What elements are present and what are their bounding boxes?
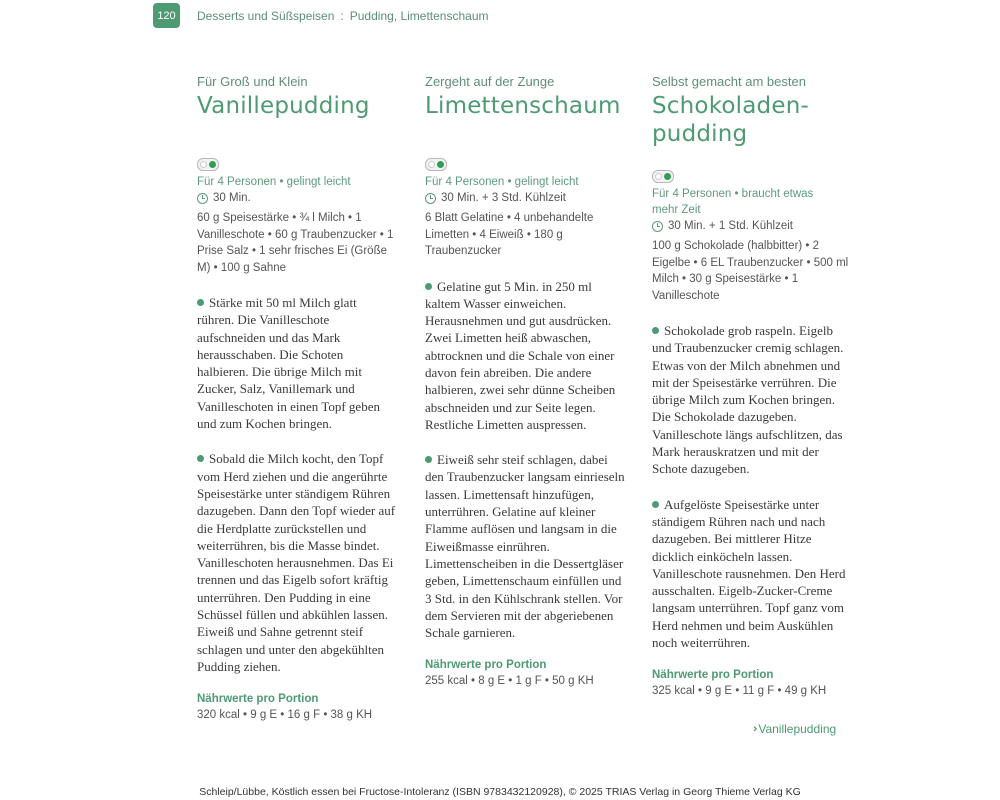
recipe-time: 30 Min. xyxy=(197,190,397,206)
clock-icon xyxy=(197,193,208,204)
recipe-title: Vanillepudding xyxy=(197,93,370,119)
bullet-icon xyxy=(197,455,204,462)
difficulty-toggle-icon xyxy=(652,170,674,183)
chapter-title: Desserts und Süßspeisen xyxy=(197,9,335,23)
recipe-kicker: Zergeht auf der Zunge xyxy=(425,74,555,89)
recipe-step: Stärke mit 50 ml Milch glatt rühren. Die Vanilleschote aufschneiden und das Mark herausschaben. Die Schoten halbieren. Die übrige Milch mit Zucker, Salz, Vanillemark und Vanilleschoten in einen Topf geben und zum Kochen bringen. xyxy=(197,295,380,432)
bullet-icon xyxy=(652,327,659,334)
nutrition-values: 320 kcal • 9 g E • 16 g F • 38 g KH xyxy=(197,709,373,722)
recipe-step: Eiweiß sehr steif schlagen, dabei den Traubenzucker langsam einrieseln lassen. Limettensaft hinzufügen, unterrühren. Gelatine auf kleiner Flamme auflösen und langsam in die Eiweißmasse einrühren. Limettenscheiben in die Dessertgläser geben, Limettenschaum einfüllen und 3 Std. in den Kühlschrank stellen. Vor dem Servieren mit der abgeriebenen Schale garnieren. xyxy=(425,452,625,641)
recipe-title: Limettenschaum xyxy=(425,93,621,119)
recipe-ingredients: 100 g Schokolade (halbbitter) • 2 Eigelbe • 6 EL Traubenzucker • 500 ml Milch • 30 g Speisestärke • 1 Vanilleschote xyxy=(652,240,849,302)
recipe-time: 30 Min. + 1 Std. Kühlzeit xyxy=(652,218,852,234)
recipe-step: Schokolade grob raspeln. Eigelb und Traubenzucker cremig schlagen. Etwas von der Milch abnehmen und mit der Speisestärke verrühren. Die übrige Milch zum Kochen bringen. Die Schokolade dazugeben. Vanilleschote längs aufschlitzen, das Mark herauskratzen und mit der Schote dazugeben. xyxy=(652,323,844,477)
recipe-kicker: Selbst gemacht am besten xyxy=(652,74,806,89)
header-separator: : xyxy=(340,9,344,23)
bullet-icon xyxy=(425,283,432,290)
nutrition-values: 255 kcal • 8 g E • 1 g F • 50 g KH xyxy=(425,675,594,688)
recipe-serving: Für 4 Personen • braucht etwas mehr Zeit xyxy=(652,188,814,216)
difficulty-toggle-icon xyxy=(197,158,219,171)
recipe-serving: Für 4 Personen • gelingt leicht xyxy=(197,176,351,188)
recipe-ingredients: 6 Blatt Gelatine • 4 unbehandelte Limetten • 4 Eiweiß • 180 g Traubenzucker xyxy=(425,212,594,257)
running-header xyxy=(197,9,489,23)
crossref-label: Vanillepudding xyxy=(758,722,837,736)
copyright-footer: Schleip/Lübbe, Köstlich essen bei Fructose-Intoleranz (ISBN 9783432120928), © 2025 TRIAS Verlag in Georg Thieme Verlag KG xyxy=(199,786,801,798)
recipe-kicker: Für Groß und Klein xyxy=(197,74,308,89)
nutrition-label: Nährwerte pro Portion xyxy=(197,693,319,706)
clock-icon xyxy=(652,221,663,232)
nutrition-values: 325 kcal • 9 g E • 11 g F • 49 g KH xyxy=(652,685,827,698)
page-number: 120 xyxy=(153,3,180,28)
recipe-ingredients: 60 g Speisestärke • ¾ l Milch • 1 Vanilleschote • 60 g Traubenzucker • 1 Prise Salz • 1 sehr frisches Ei (Größe M) • 100 g Sahne xyxy=(197,212,394,274)
nutrition-label: Nährwerte pro Portion xyxy=(652,669,774,682)
recipe-serving: Für 4 Personen • gelingt leicht xyxy=(425,176,579,188)
nutrition-label: Nährwerte pro Portion xyxy=(425,659,547,672)
recipe-title: Schokoladen-pudding xyxy=(652,93,809,147)
recipe-vanillepudding xyxy=(197,74,397,723)
recipe-step: Gelatine gut 5 Min. in 250 ml kaltem Wasser einweichen. Herausnehmen und gut ausdrücken. Zwei Limetten heiß abwaschen, abtrocknen und die Schale von einer davon fein abreiben. Die andere halbieren, zwei sehr dünne Scheiben abschneiden und zur Seite legen. Restliche Limetten auspressen. xyxy=(425,278,616,432)
recipe-step: Aufgelöste Speisestärke unter ständigem Rühren nach und nach dazugeben. Bei mittlerer Hitze dicklich einköcheln lassen. Vanilleschote rausnehmen. Den Herd ausschalten. Eigelb-Zucker-Creme langsam unterrühren. Topf ganz vom Herd nehmen und beim Auskühlen noch weiterrühren. xyxy=(652,496,846,651)
crossref-link[interactable] xyxy=(753,722,836,736)
difficulty-toggle-icon xyxy=(425,158,447,171)
bullet-icon xyxy=(197,299,204,306)
bullet-icon xyxy=(652,501,659,508)
recipe-schokoladenpudding xyxy=(652,74,852,699)
clock-icon xyxy=(425,193,436,204)
bullet-icon xyxy=(425,456,432,463)
recipe-time: 30 Min. + 3 Std. Kühlzeit xyxy=(425,190,625,206)
recipe-step: Sobald die Milch kocht, den Topf vom Herd ziehen und die angerührte Speisestärke unter ständigem Rühren dazugeben. Dann den Topf wieder auf die Herdplatte zurückstellen und weiterrühren, bis die Masse bindet. Vanilleschoten herausnehmen. Das Ei trennen und das Eigelb sofort kräftig unterrühren. Den Pudding in eine Schüssel füllen und abkühlen lassen. Eiweiß und Sahne getrennt steif schlagen und unter den abgekühlten Pudding ziehen. xyxy=(197,451,396,674)
double-chevron-right-icon: ›› xyxy=(753,723,755,735)
recipe-limettenschaum xyxy=(425,74,625,689)
topic-title: Pudding, Limettenschaum xyxy=(349,9,489,23)
